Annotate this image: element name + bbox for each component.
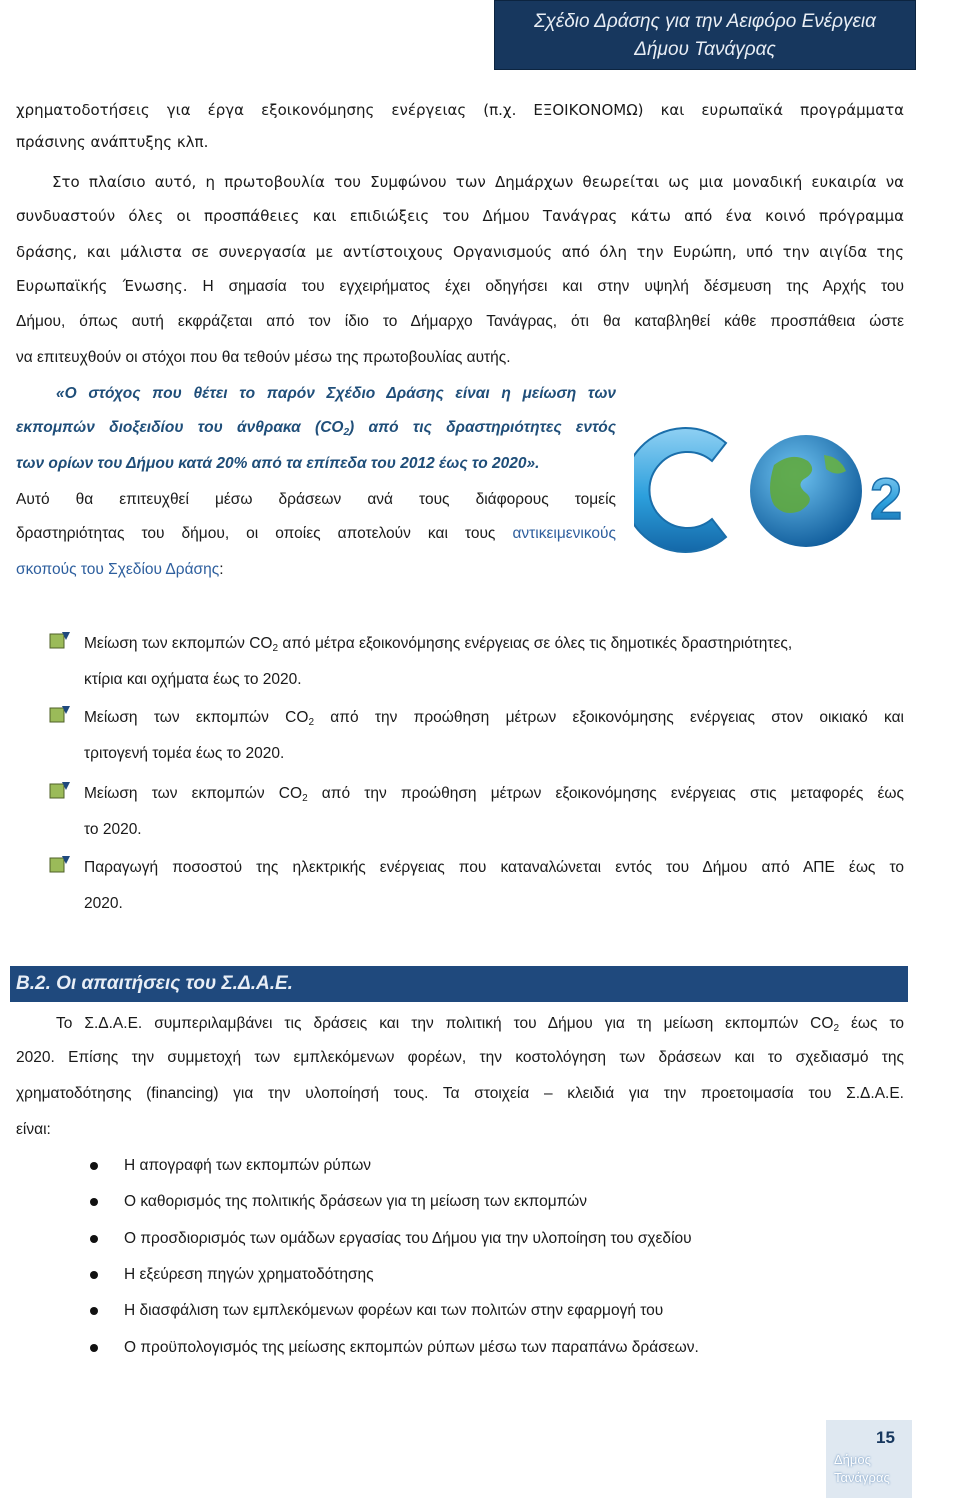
- bullet-dot: [90, 1344, 98, 1352]
- paragraph-3-line2: [16, 516, 616, 552]
- list-item: Η διασφάλιση των εμπλεκόμενων φορέων και των πολιτών στην εφαρμογή του: [124, 1302, 664, 1319]
- target-2-line1: [84, 700, 904, 736]
- goal-quote-line2b: ) από τις δραστηριότητες εντός: [349, 419, 616, 436]
- paragraph-4-sub: 2: [833, 1023, 839, 1034]
- header-title-line1: Σχέδιο Δράσης για την Αειφόρο Ενέργεια: [534, 11, 876, 32]
- paragraph-4-line3: χρηματοδότησης (financing) για την υλοποίησή τους. Τα στοιχεία – κλειδιά για την προετοιμασία του Σ.Δ.Α.Ε.: [16, 1085, 904, 1102]
- goal-quote-line2-sub: 2: [343, 427, 350, 438]
- list-item: Ο καθορισμός της πολιτικής δράσεων για τη μείωση των εκπομπών: [124, 1193, 588, 1210]
- target-3-a: Μείωση των εκπομπών CO: [84, 785, 303, 802]
- paragraph-4-line4: είναι:: [16, 1121, 51, 1138]
- list-item: Η εξεύρεση πηγών χρηματοδότησης: [124, 1266, 374, 1283]
- target-1-a: Μείωση των εκπομπών CO: [84, 635, 273, 652]
- paragraph-1-line1: χρηματοδοτήσεις για έργα εξοικονόμησης ενέργειας (π.χ. ΕΞΟΙΚΟΝΟΜΩ) και ευρωπαϊκά προγράμματα: [16, 101, 904, 119]
- paragraph-3-line2a: δραστηριότητας του δήμου, οι οποίες αποτελούν και τους: [16, 525, 513, 542]
- goal-quote-line2: [16, 410, 616, 446]
- co2-globe-image: [634, 415, 924, 565]
- document-header: [494, 0, 916, 70]
- leaf-bullet-icon: [48, 704, 72, 726]
- page-number: 15: [876, 1428, 895, 1447]
- target-1-line2: κτίρια και οχήματα έως το 2020.: [84, 671, 302, 688]
- leaf-bullet-icon: [48, 780, 72, 802]
- globe-icon: [750, 435, 862, 547]
- letter-c-shape: [634, 428, 726, 552]
- goal-quote-line3: των ορίων του Δήμου κατά 20% από τα επίπεδα του 2012 έως το 2020».: [16, 455, 540, 472]
- target-3-line1: [84, 776, 904, 812]
- target-1-line1: [84, 626, 904, 662]
- section-heading: Β.2. Οι απαιτήσεις του Σ.Δ.Α.Ε.: [16, 973, 293, 994]
- footer-municipality-line1: Δήμος: [834, 1452, 871, 1467]
- target-2-line2: τριτογενή τομέα έως το 2020.: [84, 745, 285, 762]
- paragraph-3-colon: :: [219, 561, 224, 578]
- paragraph-2-line5: Δήμου, όπως αυτή εκφράζεται από τον ίδιο το Δήμαρχο Τανάγρας, ότι θα καταβληθεί κάθε προσπάθεια ώστε: [16, 313, 904, 330]
- target-2-sub: 2: [308, 717, 314, 728]
- bullet-dot: [90, 1235, 98, 1243]
- header-title-line2: Δήμου Τανάγρας: [634, 39, 776, 60]
- paragraph-2-line6: να επιτευχθούν οι στόχοι που θα τεθούν μέσω της πρωτοβουλίας αυτής.: [16, 349, 511, 366]
- bullet-dot: [90, 1271, 98, 1279]
- objectives-highlight-1: αντικειμενικούς: [512, 525, 616, 542]
- bullet-dot: [90, 1198, 98, 1206]
- target-4-line1: Παραγωγή ποσοστού της ηλεκτρικής ενέργειας που καταναλώνεται εντός του Δήμου από ΑΠΕ έως το: [84, 859, 904, 876]
- paragraph-4-line2: 2020. Επίσης την συμμετοχή των εμπλεκόμενων φορέων, την κοστολόγηση των δράσεων και το σχεδιασμό της: [16, 1049, 904, 1066]
- list-item: Η απογραφή των εκπομπών ρύπων: [124, 1157, 372, 1174]
- target-3-line2: το 2020.: [84, 821, 142, 838]
- footer-municipality-line2: Τανάγρας: [834, 1470, 890, 1485]
- paragraph-2-line4: [16, 268, 904, 305]
- target-2-a: Μείωση των εκπομπών CO: [84, 709, 309, 726]
- leaf-bullet-icon: [48, 630, 72, 652]
- goal-quote-line1: «Ο στόχος που θέτει το παρόν Σχέδιο Δράσης είναι η μείωση των: [56, 385, 616, 402]
- paragraph-2-line1: Στο πλαίσιο αυτό, η πρωτοβουλία του Συμφώνου των Δημάρχων θεωρείται ως μια μοναδική ευκαιρία να: [52, 173, 904, 191]
- paragraph-4-line1: [56, 1006, 904, 1042]
- paragraph-1-line2: πράσινης ανάπτυξης κλπ.: [16, 133, 209, 151]
- paragraph-4-line1a: Το Σ.Δ.Α.Ε. συμπεριλαμβάνει τις δράσεις και την πολιτική του Δήμου για τη μείωση εκπομπών CO: [56, 1015, 834, 1032]
- list-item: Ο προσδιορισμός των ομάδων εργασίας του Δήμου για την υλοποίηση του σχεδίου: [124, 1230, 692, 1247]
- paragraph-3-line1: Αυτό θα επιτευχθεί μέσω δράσεων ανά τους διάφορους τομείς: [16, 491, 616, 508]
- paragraph-2-line4a: Ευρωπαϊκής Ένωσης.: [16, 277, 188, 295]
- paragraph-2-line3: δράσης, και μάλιστα σε συνεργασία με αντίστοιχους Οργανισμούς από όλη την Ευρώπη, υπό την αιγίδα της: [16, 243, 904, 261]
- target-2-b: από την προώθηση μέτρων εξοικονόμησης ενέργειας στον οικιακό και: [314, 709, 905, 726]
- subscript-2-shape: 2: [870, 467, 903, 532]
- paragraph-2-line4b: Η σημασία του εγχειρήματος έχει οδηγήσει και στην υψηλή δέσμευση της Αρχής του: [187, 278, 904, 295]
- objectives-highlight-2: σκοπούς του Σχεδίου Δράσης: [16, 561, 220, 578]
- paragraph-3-line3: [16, 552, 616, 588]
- target-3-sub: 2: [302, 793, 308, 804]
- target-1-sub: 2: [272, 643, 279, 654]
- leaf-bullet-icon: [48, 854, 72, 876]
- paragraph-2-line2: συνδυαστούν όλες οι προσπάθειες και επιδιώξεις του Δήμου Τανάγρας κάτω από ένα κοινό πρόγραμμα: [16, 207, 904, 225]
- bullet-dot: [90, 1307, 98, 1315]
- target-3-b: από την προώθηση μέτρων εξοικονόμησης ενέργειας στις μεταφορές έως: [307, 785, 904, 802]
- list-item: Ο προϋπολογισμός της μείωσης εκπομπών ρύπων μέσω των παραπάνω δράσεων.: [124, 1339, 699, 1356]
- target-1-b: από μέτρα εξοικονόμησης ενέργειας σε όλες τις δημοτικές δραστηριότητες,: [278, 635, 793, 652]
- bullet-dot: [90, 1162, 98, 1170]
- goal-quote-line2a: εκπομπών διοξειδίου του άνθρακα (CO: [16, 419, 344, 436]
- target-4-line2: 2020.: [84, 895, 123, 912]
- paragraph-4-line1b: έως το: [839, 1015, 904, 1032]
